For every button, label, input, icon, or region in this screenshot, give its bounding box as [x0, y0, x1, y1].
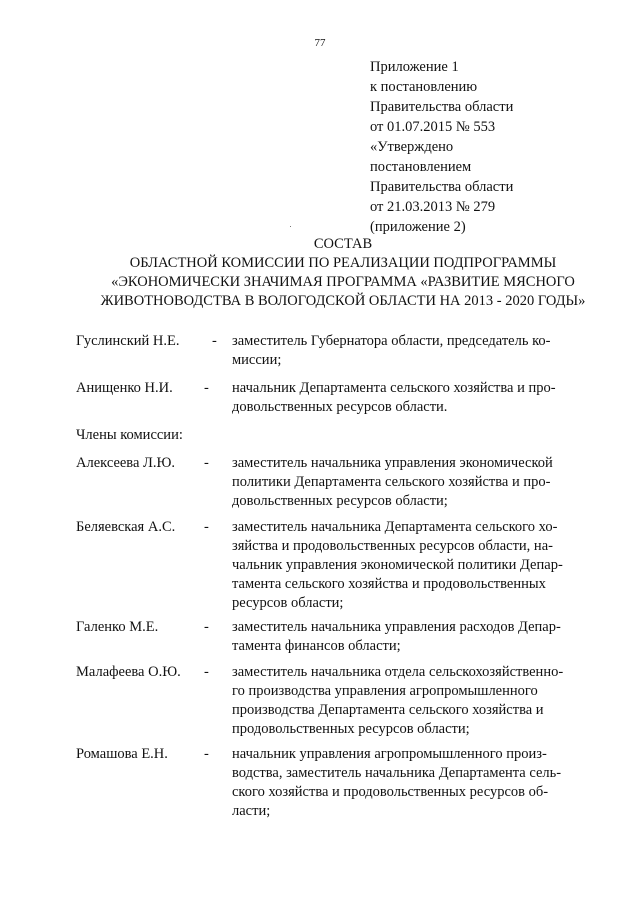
member-position — [232, 332, 582, 370]
position-line: заместитель начальника управления расходов Депар- — [232, 619, 561, 635]
dash-separator: - — [212, 333, 217, 349]
title-line: СОСТАВ — [313, 236, 373, 252]
appendix-line: (приложение 2) — [370, 219, 466, 235]
member-name: Галенко М.Е. — [76, 619, 159, 635]
position-line: заместитель начальника управления экономической — [232, 455, 553, 471]
position-line: ласти; — [232, 803, 271, 819]
position-line: чальник управления экономической политики Депар- — [232, 557, 563, 573]
appendix-line: постановлением — [370, 159, 472, 175]
position-line: миссии; — [232, 352, 282, 368]
members-heading: Члены комиссии: — [76, 427, 183, 443]
appendix-line: от 21.03.2013 № 279 — [370, 199, 496, 215]
position-line: начальник Департамента сельского хозяйства и про- — [232, 380, 556, 396]
page-number: 77 — [314, 37, 326, 49]
member-name: Анищенко Н.И. — [76, 380, 173, 396]
appendix-line: Приложение 1 — [370, 59, 459, 75]
member-name: Алексеева Л.Ю. — [76, 455, 176, 471]
title-line: «ЭКОНОМИЧЕСКИ ЗНАЧИМАЯ ПРОГРАММА «РАЗВИТИЕ МЯСНОГО — [111, 274, 575, 290]
appendix-line: «Утверждено — [370, 139, 454, 155]
position-line: заместитель Губернатора области, председатель ко- — [232, 333, 551, 349]
position-line: политики Департамента сельского хозяйства и про- — [232, 474, 551, 490]
member-name: Гуслинский Н.Е. — [76, 333, 180, 349]
position-line: заместитель начальника Департамента сельского хо- — [232, 519, 558, 535]
position-line: тамента финансов области; — [232, 638, 401, 654]
dash-separator: - — [204, 519, 209, 535]
title-line: ЖИВОТНОВОДСТВА В ВОЛОГОДСКОЙ ОБЛАСТИ НА 2013 - 2020 ГОДЫ» — [100, 293, 586, 309]
appendix-block — [370, 57, 513, 237]
member-position — [232, 518, 582, 613]
position-line: начальник управления агропромышленного произ- — [232, 746, 547, 762]
position-line: производства Департамента сельского хозяйства и — [232, 702, 544, 718]
appendix-line: к постановлению — [370, 79, 478, 95]
position-line: ского хозяйства и продовольственных ресурсов об- — [232, 784, 549, 800]
position-line: водства, заместитель начальника Департамента сель- — [232, 765, 562, 781]
position-line: заместитель начальника отдела сельскохозяйственно- — [232, 664, 564, 680]
member-position — [232, 745, 582, 821]
position-line: зяйства и продовольственных ресурсов области, на- — [232, 538, 553, 554]
dash-separator: - — [204, 619, 209, 635]
member-name: Малафеева О.Ю. — [76, 664, 181, 680]
dash-separator: - — [204, 746, 209, 762]
appendix-line: от 01.07.2015 № 553 — [370, 119, 496, 135]
position-line: довольственных ресурсов области. — [232, 399, 448, 415]
appendix-line: Правительства области — [370, 179, 514, 195]
member-position — [232, 663, 582, 739]
dash-separator: - — [204, 455, 209, 471]
title-line: ОБЛАСТНОЙ КОМИССИИ ПО РЕАЛИЗАЦИИ ПОДПРОГРАММЫ — [129, 255, 557, 271]
position-line: го производства управления агропромышленного — [232, 683, 538, 699]
position-line: продовольственных ресурсов области; — [232, 721, 470, 737]
dash-separator: - — [204, 380, 209, 396]
member-name: Ромашова Е.Н. — [76, 746, 168, 762]
member-position — [232, 379, 582, 417]
scan-speck — [290, 226, 291, 227]
member-position — [232, 618, 582, 656]
member-name: Беляевская А.С. — [76, 519, 176, 535]
member-position — [232, 454, 582, 511]
dash-separator: - — [204, 664, 209, 680]
appendix-line: Правительства области — [370, 99, 514, 115]
position-line: довольственных ресурсов области; — [232, 493, 448, 509]
document-title — [0, 235, 640, 311]
position-line: тамента сельского хозяйства и продовольственных — [232, 576, 546, 592]
position-line: ресурсов области; — [232, 595, 344, 611]
